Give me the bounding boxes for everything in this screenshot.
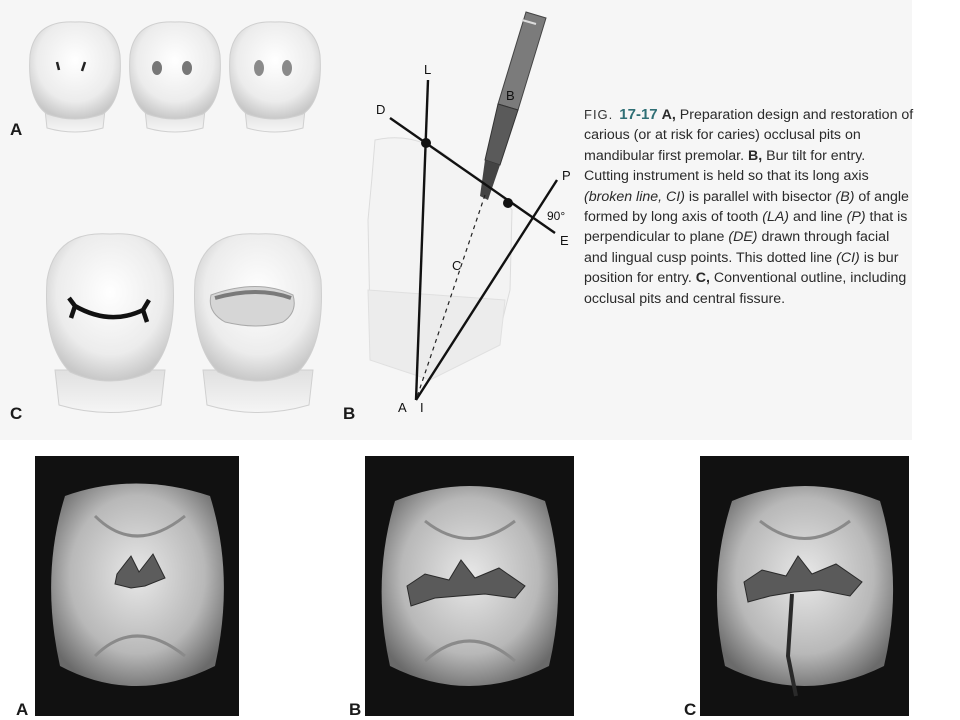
panel-label-bottom-c: C: [684, 700, 697, 719]
panel-label-top-a: A: [10, 120, 23, 139]
caption-part-a-text: Preparation design and restoration of carious (or at risk for caries) occlusal pits on mandibular first premolar.: [584, 107, 914, 164]
label-b: B: [506, 88, 515, 103]
figure-caption: [584, 105, 914, 309]
fig-number: 17-17: [619, 106, 658, 123]
caption-text: Bur tilt for entry. Cutting instrument is held so that its long axis: [584, 147, 869, 185]
caption-text: is parallel with bisector: [684, 188, 836, 205]
page-margin: [912, 0, 960, 720]
caption-italic: (broken line, CI): [584, 188, 685, 205]
caption-italic: (B): [835, 188, 855, 205]
photo-restoration-a: [35, 456, 239, 716]
label-angle: 90°: [547, 209, 566, 223]
panel-label-bottom-a: A: [16, 700, 29, 719]
label-a: A: [398, 400, 407, 415]
premolar-occlusal-pits-prepared: [130, 22, 221, 132]
label-i: I: [420, 400, 424, 415]
label-d: D: [376, 102, 386, 117]
caption-text: that is perpendicular to plane: [584, 209, 908, 246]
premolar-conventional-outline: [46, 234, 173, 413]
caption-part-c-label: C,: [695, 270, 710, 287]
label-l: L: [424, 62, 432, 77]
caption-part-c-text: Conventional outline, including occlusal pits and central fissure.: [584, 270, 907, 307]
caption-part-b-label: B,: [748, 147, 763, 164]
caption-italic: (CI): [836, 249, 860, 266]
premolar-occlusal-pits-restored: [230, 22, 321, 132]
panel-label-top-b: B: [343, 404, 356, 423]
caption-text: and line: [789, 209, 847, 226]
panel-label-top-c: C: [10, 404, 23, 423]
premolar-views-a: [25, 10, 355, 150]
lingual-cusp-point: [503, 198, 513, 208]
caption-text: drawn through facial and lingual cusp points. This dotted line: [584, 229, 890, 266]
panel-label-bottom-b: B: [349, 700, 362, 719]
caption-italic: (P): [846, 209, 866, 226]
photo-restoration-b: [365, 456, 574, 716]
label-c: C: [452, 258, 462, 273]
label-e: E: [560, 233, 569, 248]
caption-text: is bur position for entry.: [584, 249, 899, 287]
premolar-views-c: [25, 230, 325, 420]
photo-restoration-c: [700, 456, 909, 716]
caption-text: of angle formed by long axis of tooth: [584, 188, 909, 226]
bur-instrument: [480, 12, 546, 200]
caption-italic: (LA): [762, 209, 790, 226]
premolar-conventional-prepared: [194, 234, 321, 413]
premolar-occlusal-pits-marked: [30, 22, 121, 132]
bur-tilt-diagram: [340, 0, 580, 420]
facial-cusp-point: [421, 138, 431, 148]
fig-prefix: FIG.: [584, 107, 614, 122]
label-p: P: [562, 168, 571, 183]
caption-italic: (DE): [728, 229, 758, 246]
caption-part-a-label: A,: [661, 107, 676, 123]
